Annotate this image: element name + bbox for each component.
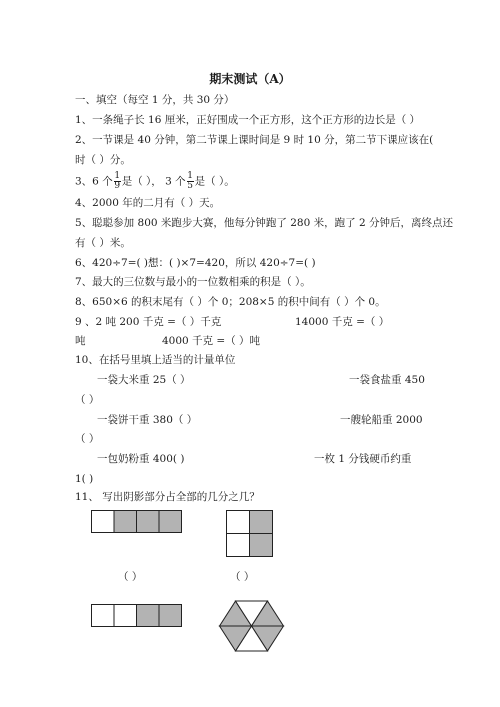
blank-cell <box>227 534 250 557</box>
question-3-part-a: 3、6 个 <box>75 175 113 188</box>
question-4: 4、2000 年的二月有（ ）天。 <box>75 197 221 209</box>
question-8: 8、650×6 的积末尾有（ ）个 0；208×5 的积中间有（ ）个 0。 <box>75 296 386 308</box>
answer-blank-2: （ ） <box>230 571 255 583</box>
question-6: 6、420÷7=( )想：( )×7=420，所以 420÷7=( ) <box>75 257 316 269</box>
question-2-line-1: 2、一节课是 40 分钟，第二节课上课时间是 9 时 10 分，第二节下课应该在( <box>75 134 434 146</box>
shaded-cell <box>114 511 137 533</box>
question-9-part-a: 9 、2 吨 200 千克 =（ ）千克 <box>75 316 222 328</box>
question-9-part-b: 14000 千克 =（ ） <box>295 316 390 328</box>
question-10-row-6: 1( ) <box>75 473 94 485</box>
fraction-numerator: 1 <box>114 171 121 181</box>
shaded-cell <box>159 511 182 533</box>
question-10: 10、在括号里填上适当的计量单位 <box>75 354 236 366</box>
question-10-row-3-left: 一袋饼干重 380（ ） <box>97 414 198 426</box>
question-10-row-1-right: 一袋食盐重 450 <box>349 374 425 386</box>
question-7: 7、最大的三位数与最小的一位数相乘的积是（ ）。 <box>75 276 311 288</box>
blank-cell <box>227 511 250 534</box>
shaded-cell <box>137 605 160 627</box>
question-9-part-d: 4000 千克 =（ ）吨 <box>162 335 261 347</box>
shaded-cell <box>137 511 160 533</box>
shaded-cell <box>159 605 182 627</box>
blank-cell <box>92 605 115 627</box>
question-5-line-2: 有（ ）米。 <box>75 237 131 249</box>
question-10-row-5-left: 一包奶粉重 400( ) <box>97 453 185 465</box>
fraction-denominator: 5 <box>187 181 194 191</box>
fraction-one-ninth <box>114 172 121 191</box>
blank-cell <box>114 605 137 627</box>
question-11: 11、 写出阴影部分占全部的几分之几？ <box>75 491 260 503</box>
question-3-part-c: 是（ ）。 <box>194 175 235 188</box>
question-5-line-1: 5、聪聪参加 800 米跑步大赛，他每分钟跑了 280 米，跑了 2 分钟后，离终点还 <box>75 217 453 229</box>
fraction-one-fifth <box>187 172 194 191</box>
question-9-part-c: 吨 <box>75 335 86 347</box>
question-2-line-2: 时（ ）分。 <box>75 154 131 166</box>
question-3-part-b: 是（ ）， 3 个 <box>121 175 186 188</box>
question-10-row-2: （ ） <box>75 394 100 406</box>
strip-figure-1 <box>91 510 183 534</box>
question-1: 1、一条绳子长 16 厘米，正好围成一个正方形，这个正方形的边长是（ ） <box>75 114 421 126</box>
hexagon-figure <box>218 596 285 656</box>
answer-blank-1: （ ） <box>118 571 143 583</box>
question-10-row-3-right: 一艘轮船重 2000 <box>340 414 423 426</box>
square-grid-figure <box>226 510 273 558</box>
question-10-row-1-left: 一袋大米重 25（ ） <box>97 374 191 386</box>
shaded-cell <box>250 511 273 534</box>
question-3 <box>75 172 235 191</box>
blank-cell <box>92 511 115 533</box>
shaded-cell <box>250 534 273 557</box>
fraction-numerator: 1 <box>187 171 194 181</box>
section-heading: 一、填空（每空 1 分，共 30 分） <box>75 94 235 106</box>
question-10-row-4: （ ） <box>75 433 100 445</box>
fraction-denominator: 9 <box>114 181 121 191</box>
page-title: 期末测试（A） <box>209 72 291 86</box>
strip-figure-2 <box>91 604 183 628</box>
question-10-row-5-right: 一枚 1 分钱硬币约重 <box>314 453 412 465</box>
